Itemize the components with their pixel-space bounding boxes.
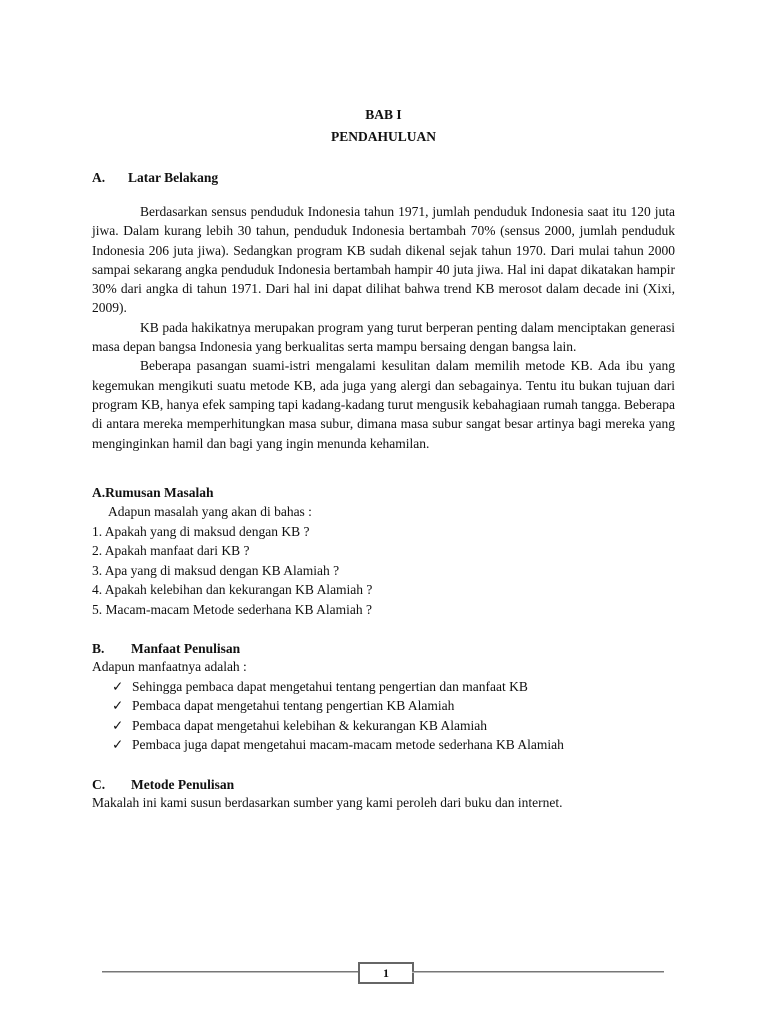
list-item-text: Pembaca dapat mengetahui tentang pengertian KB Alamiah	[132, 698, 455, 714]
checkmark-icon: ✓	[112, 698, 124, 714]
checkmark-icon: ✓	[112, 678, 124, 694]
section-b-heading	[92, 641, 675, 657]
section-b-title: Manfaat Penulisan	[131, 641, 241, 657]
rumusan-item: 5. Macam-macam Metode sederhana KB Alamiah ?	[92, 601, 373, 617]
list-item	[112, 696, 675, 716]
list-item-text: Sehingga pembaca dapat mengetahui tentang pengertian dan manfaat KB	[132, 678, 528, 694]
checkmark-icon: ✓	[112, 717, 124, 733]
rumusan-heading: A.Rumusan Masalah	[92, 484, 214, 500]
section-a-title: Latar Belakang	[128, 170, 219, 185]
footer-rule-left	[102, 971, 358, 973]
rumusan-item: 3. Apa yang di maksud dengan KB Alamiah ?	[92, 562, 340, 578]
manfaat-list	[92, 677, 675, 755]
metode-text: Makalah ini kami susun berdasarkan sumber yang kami peroleh dari buku dan internet.	[92, 794, 563, 810]
document-page	[92, 104, 675, 812]
section-a-number: A.	[92, 170, 106, 185]
section-c-heading	[92, 777, 675, 793]
list-item	[112, 735, 675, 755]
paragraph-2: KB pada hakikatnya merupakan program yang turut berperan penting dalam menciptakan generasi masa depan bangsa Indonesia yang berkualitas serta mampu bersaing dengan bangsa lain.	[92, 319, 675, 355]
rumusan-item: 1. Apakah yang di maksud dengan KB ?	[92, 523, 310, 539]
paragraph-3: Beberapa pasangan suami-istri mengalami kesulitan dalam memilih metode KB. Ada ibu yang kegemukan mengikuti suatu metode KB, ada juga yang alergi dan sebagainya. Tentu itu bukan tujuan dari program KB, hanya efek samping tapi kadang-kadang turut mengusik kebahagiaan rumah tangga. Beberapa di antara mereka memperhitungkan masa subur, dimana masa subur sangat besar artinya bagi mereka yang menginginkan hamil dan bagi yang ingin menunda kehamilan.	[92, 358, 675, 451]
page-number: 1	[358, 962, 414, 984]
list-item-text: Pembaca juga dapat mengetahui macam-macam metode sederhana KB Alamiah	[132, 737, 564, 753]
paragraph-1: Berdasarkan sensus penduduk Indonesia tahun 1971, jumlah penduduk Indonesia saat itu 120 juta jiwa. Dalam kurang lebih 30 tahun, penduduk Indonesia bertambah 70% (sensus 2000, jumlah penduduk Indonesia 206 juta jiwa). Sedangkan program KB sudah dikenal sejak tahun 1970. Dari mulai tahun 2000 sampai sekarang angka penduduk Indonesia bertambah hampir 40 juta jiwa. Hal ini dapat dikatakan hampir 30% dari angka di tahun 1971. Dari hal ini dapat dilihat bahwa trend KB merosot dalam decade ini (Xixi, 2009).	[92, 204, 675, 316]
list-item	[112, 677, 675, 697]
chapter-number: BAB I	[365, 107, 402, 122]
chapter-title: PENDAHULUAN	[330, 129, 436, 144]
footer-rule-right	[412, 971, 664, 973]
rumusan-item: 2. Apakah manfaat dari KB ?	[92, 543, 250, 559]
manfaat-intro: Adapun manfaatnya adalah :	[92, 659, 247, 675]
section-c-number: C.	[92, 776, 106, 792]
section-b-number: B.	[92, 641, 105, 657]
list-item-text: Pembaca dapat mengetahui kelebihan & kekurangan KB Alamiah	[132, 717, 488, 733]
rumusan-item: 4. Apakah kelebihan dan kekurangan KB Alamiah ?	[92, 582, 373, 598]
list-item	[112, 716, 675, 736]
checkmark-icon: ✓	[112, 737, 124, 753]
rumusan-intro: Adapun masalah yang akan di bahas :	[108, 504, 312, 520]
page-footer	[102, 962, 664, 982]
section-c-title: Metode Penulisan	[131, 776, 235, 792]
section-a-heading	[92, 170, 675, 186]
